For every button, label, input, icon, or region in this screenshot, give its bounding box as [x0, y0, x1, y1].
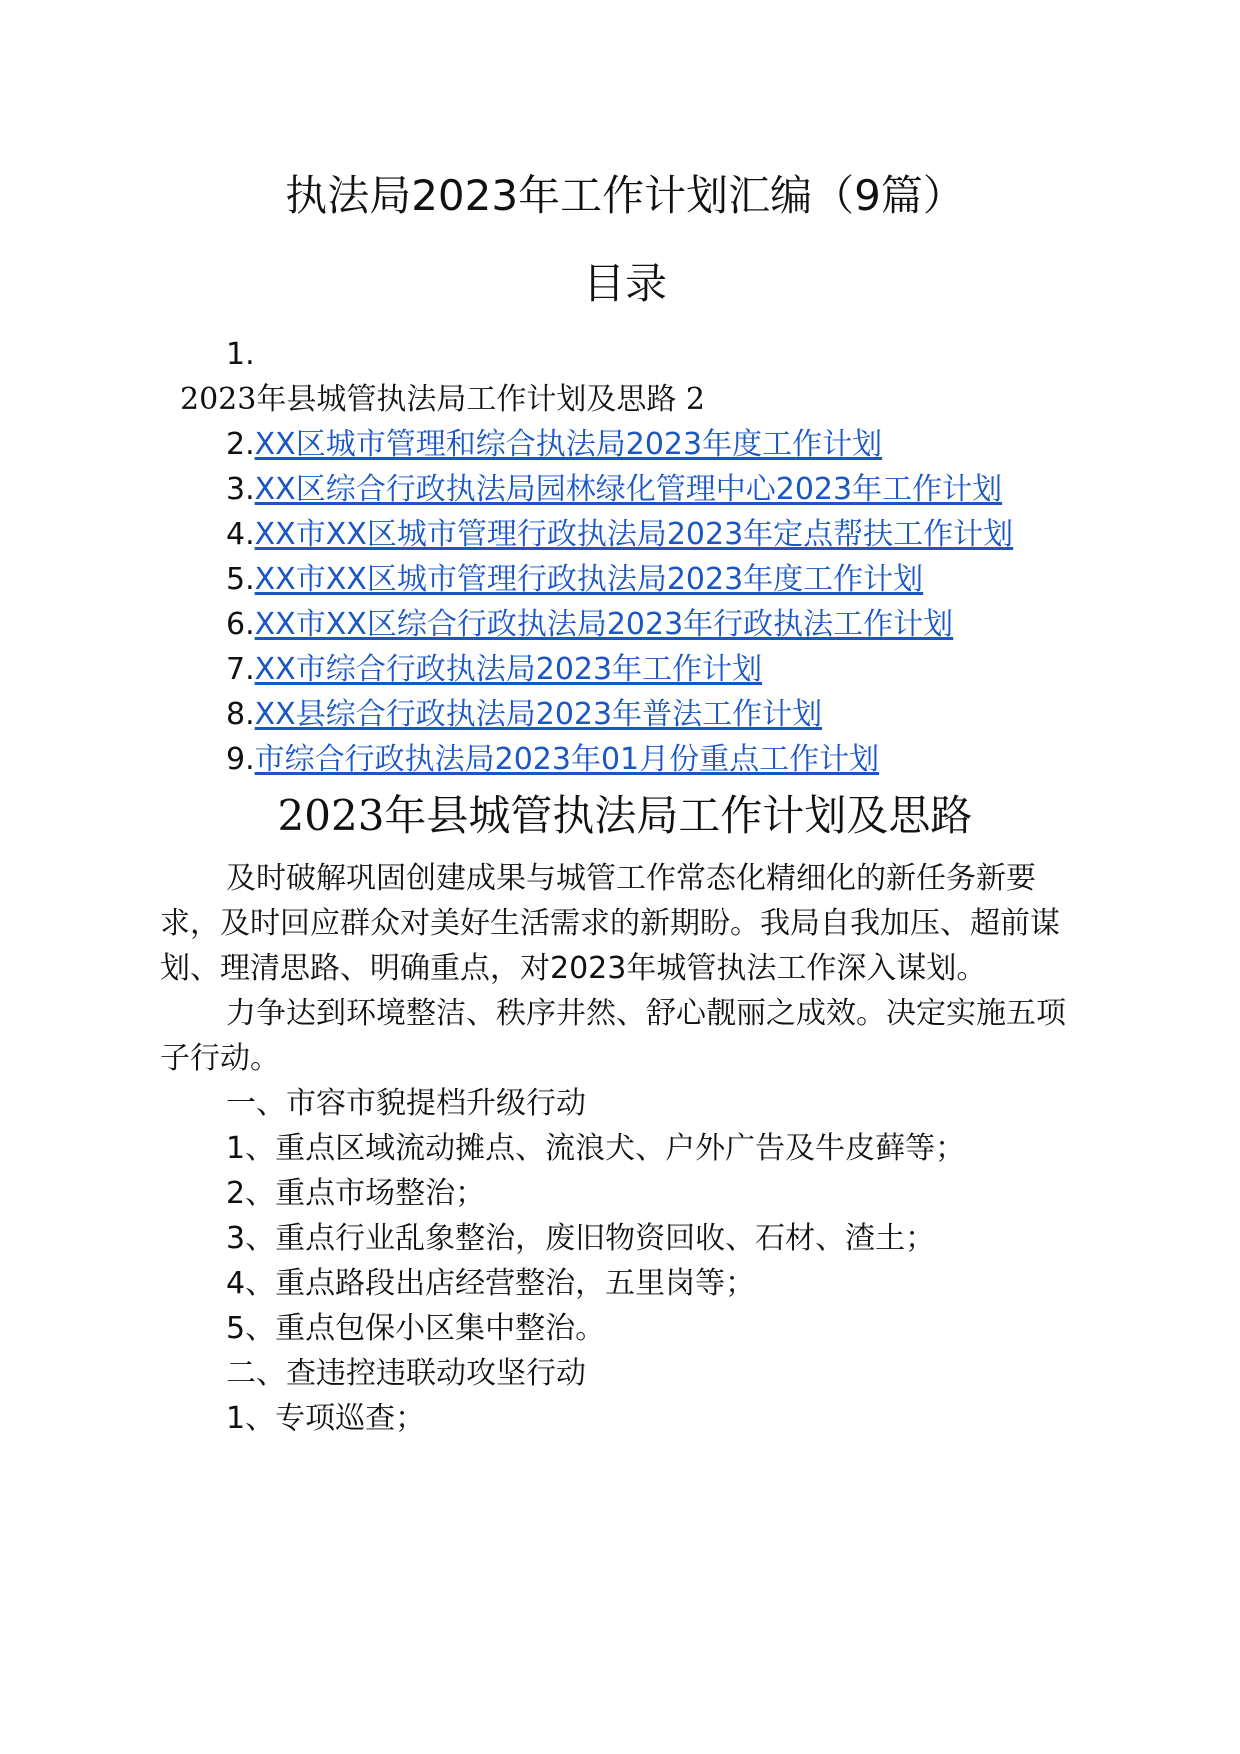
toc-link-9[interactable]: 市综合行政执法局2023年01月份重点工作计划 — [254, 742, 880, 777]
section-body — [160, 856, 1090, 1441]
toc-item-number: 5. — [226, 562, 255, 597]
body-paragraph: 及时破解巩固创建成果与城管工作常态化精细化的新任务新要求，及时回应群众对美好生活需求的新期盼。我局自我加压、超前谋划、理清思路、明确重点，对2023年城管执法工作深入谋划。 — [160, 861, 1060, 986]
toc-item-number: 6. — [226, 607, 255, 642]
document-title: 执法局2023年工作计划汇编（9篇） — [285, 171, 965, 220]
toc-item — [160, 512, 1090, 557]
toc-item-number: 4. — [226, 517, 255, 552]
list-item: 3、重点行业乱象整治，废旧物资回收、石材、渣土； — [226, 1221, 936, 1256]
list-item: 5、重点包保小区集中整治。 — [226, 1311, 606, 1346]
toc-item-1-number: 1. — [226, 337, 255, 372]
toc-link-4[interactable]: XX市XX区城市管理行政执法局2023年定点帮扶工作计划 — [254, 517, 1014, 552]
toc-item-number: 9. — [226, 742, 255, 777]
section-title: 2023年县城管执法局工作计划及思路 — [277, 791, 973, 840]
toc-heading: 目录 — [582, 259, 667, 308]
list-item: 1、重点区域流动摊点、流浪犬、户外广告及牛皮藓等； — [226, 1131, 966, 1166]
toc-link-5[interactable]: XX市XX区城市管理行政执法局2023年度工作计划 — [254, 562, 924, 597]
body-paragraph: 力争达到环境整洁、秩序井然、舒心靓丽之成效。决定实施五项子行动。 — [160, 996, 1066, 1076]
toc-item-1-text: 2023年县城管执法局工作计划及思路 2 — [180, 382, 705, 417]
toc-item-number: 3. — [226, 472, 255, 507]
toc-item — [160, 422, 1090, 467]
list-item: 2、重点市场整治； — [226, 1176, 486, 1211]
toc-item — [160, 467, 1090, 512]
table-of-contents — [160, 332, 1090, 782]
toc-item-number: 7. — [226, 652, 255, 687]
toc-link-3[interactable]: XX区综合行政执法局园林绿化管理中心2023年工作计划 — [254, 472, 1003, 507]
list-item: 1、专项巡查； — [226, 1401, 426, 1436]
toc-link-6[interactable]: XX市XX区综合行政执法局2023年行政执法工作计划 — [254, 607, 954, 642]
list-heading: 二、查违控违联动攻坚行动 — [226, 1356, 586, 1391]
toc-item — [160, 602, 1090, 647]
toc-item-number: 2. — [226, 427, 255, 462]
toc-item — [160, 692, 1090, 737]
document-content — [160, 168, 1090, 1441]
toc-link-7[interactable]: XX市综合行政执法局2023年工作计划 — [254, 652, 763, 687]
toc-link-8[interactable]: XX县综合行政执法局2023年普法工作计划 — [254, 697, 823, 732]
toc-item-number: 8. — [226, 697, 255, 732]
toc-link-2[interactable]: XX区城市管理和综合执法局2023年度工作计划 — [254, 427, 883, 462]
toc-item — [160, 557, 1090, 602]
list-item: 4、重点路段出店经营整治，五里岗等； — [226, 1266, 756, 1301]
toc-item — [160, 647, 1090, 692]
list-heading: 一、市容市貌提档升级行动 — [226, 1086, 586, 1121]
toc-item — [160, 737, 1090, 782]
